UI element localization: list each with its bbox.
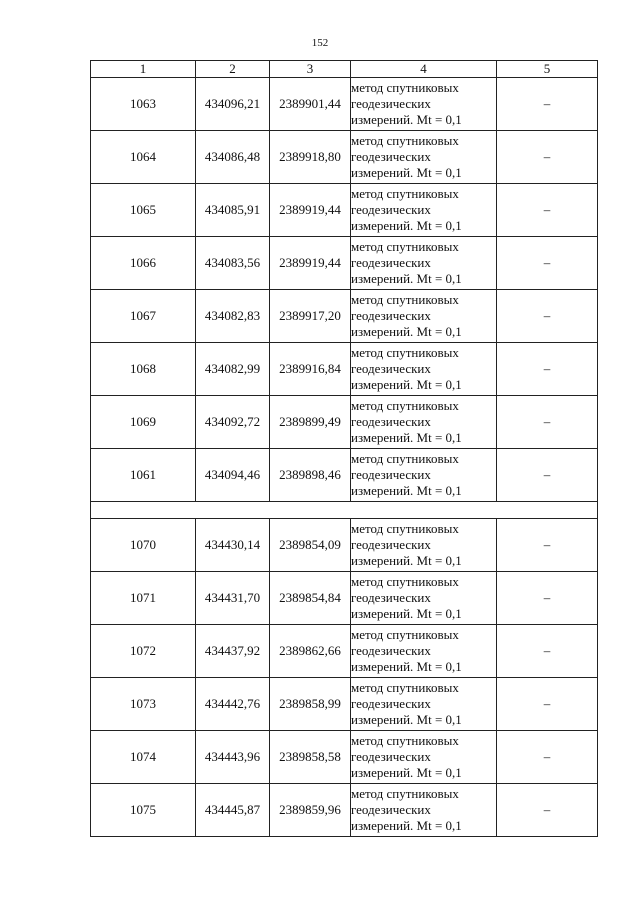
y-coordinate-cell: 2389858,58 — [270, 731, 351, 784]
method-text-line: измерений. Mt = 0,1 — [351, 483, 462, 498]
note-cell: – — [497, 237, 598, 290]
method-text-line: метод спутниковых — [351, 133, 459, 148]
method-text-line: метод спутниковых — [351, 345, 459, 360]
method-text-line: геодезических — [351, 643, 431, 658]
header-cell: 1 — [91, 61, 196, 78]
y-coordinate-cell: 2389919,44 — [270, 184, 351, 237]
point-number-cell: 1072 — [91, 625, 196, 678]
y-coordinate-cell: 2389901,44 — [270, 78, 351, 131]
table-row — [91, 237, 598, 290]
method-cell — [351, 731, 497, 784]
note-cell: – — [497, 449, 598, 502]
note-cell: – — [497, 678, 598, 731]
method-text-line: геодезических — [351, 149, 431, 164]
coordinates-table-body — [91, 61, 598, 837]
method-text-line: геодезических — [351, 537, 431, 552]
method-cell — [351, 237, 497, 290]
method-text-line: геодезических — [351, 467, 431, 482]
table-row — [91, 678, 598, 731]
table-row — [91, 343, 598, 396]
note-cell: – — [497, 519, 598, 572]
header-cell: 5 — [497, 61, 598, 78]
table-row — [91, 396, 598, 449]
point-number-cell: 1067 — [91, 290, 196, 343]
method-text-line: измерений. Mt = 0,1 — [351, 606, 462, 621]
method-text-line: метод спутниковых — [351, 786, 459, 801]
x-coordinate-cell: 434094,46 — [196, 449, 270, 502]
x-coordinate-cell: 434443,96 — [196, 731, 270, 784]
y-coordinate-cell: 2389859,96 — [270, 784, 351, 837]
note-cell: – — [497, 731, 598, 784]
method-text-line: измерений. Mt = 0,1 — [351, 377, 462, 392]
note-cell: – — [497, 396, 598, 449]
method-text-line: геодезических — [351, 802, 431, 817]
header-row — [91, 61, 598, 78]
table-row — [91, 78, 598, 131]
point-number-cell: 1075 — [91, 784, 196, 837]
method-text-line: измерений. Mt = 0,1 — [351, 818, 462, 833]
x-coordinate-cell: 434431,70 — [196, 572, 270, 625]
table-row — [91, 131, 598, 184]
note-cell: – — [497, 131, 598, 184]
method-text-line: метод спутниковых — [351, 627, 459, 642]
note-cell: – — [497, 784, 598, 837]
method-cell — [351, 290, 497, 343]
x-coordinate-cell: 434437,92 — [196, 625, 270, 678]
method-cell — [351, 184, 497, 237]
y-coordinate-cell: 2389854,84 — [270, 572, 351, 625]
method-text-line: метод спутниковых — [351, 292, 459, 307]
method-text-line: метод спутниковых — [351, 451, 459, 466]
header-cell: 4 — [351, 61, 497, 78]
method-text-line: геодезических — [351, 414, 431, 429]
method-cell — [351, 343, 497, 396]
method-cell — [351, 625, 497, 678]
y-coordinate-cell: 2389854,09 — [270, 519, 351, 572]
point-number-cell: 1068 — [91, 343, 196, 396]
point-number-cell: 1065 — [91, 184, 196, 237]
method-text-line: метод спутниковых — [351, 239, 459, 254]
note-cell: – — [497, 343, 598, 396]
method-cell — [351, 449, 497, 502]
point-number-cell: 1063 — [91, 78, 196, 131]
point-number-cell: 1061 — [91, 449, 196, 502]
method-text-line: метод спутниковых — [351, 680, 459, 695]
method-text-line: измерений. Mt = 0,1 — [351, 112, 462, 127]
table-row — [91, 519, 598, 572]
point-number-cell: 1073 — [91, 678, 196, 731]
y-coordinate-cell: 2389858,99 — [270, 678, 351, 731]
table-row — [91, 625, 598, 678]
method-text-line: метод спутниковых — [351, 80, 459, 95]
y-coordinate-cell: 2389862,66 — [270, 625, 351, 678]
x-coordinate-cell: 434082,83 — [196, 290, 270, 343]
x-coordinate-cell: 434086,48 — [196, 131, 270, 184]
y-coordinate-cell: 2389917,20 — [270, 290, 351, 343]
note-cell: – — [497, 572, 598, 625]
x-coordinate-cell: 434445,87 — [196, 784, 270, 837]
group-separator-cell — [91, 502, 598, 519]
point-number-cell: 1064 — [91, 131, 196, 184]
method-cell — [351, 396, 497, 449]
y-coordinate-cell: 2389916,84 — [270, 343, 351, 396]
method-text-line: геодезических — [351, 696, 431, 711]
method-cell — [351, 131, 497, 184]
header-cell: 3 — [270, 61, 351, 78]
y-coordinate-cell: 2389919,44 — [270, 237, 351, 290]
y-coordinate-cell: 2389899,49 — [270, 396, 351, 449]
table-row — [91, 784, 598, 837]
method-text-line: измерений. Mt = 0,1 — [351, 271, 462, 286]
point-number-cell: 1071 — [91, 572, 196, 625]
method-text-line: измерений. Mt = 0,1 — [351, 324, 462, 339]
group-separator-row — [91, 502, 598, 519]
x-coordinate-cell: 434430,14 — [196, 519, 270, 572]
x-coordinate-cell: 434096,21 — [196, 78, 270, 131]
x-coordinate-cell: 434092,72 — [196, 396, 270, 449]
table-row — [91, 449, 598, 502]
method-cell — [351, 519, 497, 572]
method-text-line: измерений. Mt = 0,1 — [351, 430, 462, 445]
method-text-line: метод спутниковых — [351, 398, 459, 413]
method-text-line: измерений. Mt = 0,1 — [351, 553, 462, 568]
method-cell — [351, 784, 497, 837]
y-coordinate-cell: 2389918,80 — [270, 131, 351, 184]
point-number-cell: 1066 — [91, 237, 196, 290]
method-text-line: измерений. Mt = 0,1 — [351, 218, 462, 233]
y-coordinate-cell: 2389898,46 — [270, 449, 351, 502]
method-cell — [351, 572, 497, 625]
method-text-line: геодезических — [351, 749, 431, 764]
method-text-line: измерений. Mt = 0,1 — [351, 712, 462, 727]
header-cell: 2 — [196, 61, 270, 78]
table-row — [91, 290, 598, 343]
method-text-line: измерений. Mt = 0,1 — [351, 165, 462, 180]
table-row — [91, 184, 598, 237]
method-text-line: измерений. Mt = 0,1 — [351, 765, 462, 780]
point-number-cell: 1070 — [91, 519, 196, 572]
method-text-line: геодезических — [351, 202, 431, 217]
page-number: 152 — [311, 37, 329, 49]
x-coordinate-cell: 434082,99 — [196, 343, 270, 396]
x-coordinate-cell: 434083,56 — [196, 237, 270, 290]
table-row — [91, 572, 598, 625]
method-text-line: геодезических — [351, 361, 431, 376]
method-text-line: геодезических — [351, 255, 431, 270]
note-cell: – — [497, 290, 598, 343]
point-number-cell: 1069 — [91, 396, 196, 449]
note-cell: – — [497, 184, 598, 237]
method-text-line: геодезических — [351, 308, 431, 323]
note-cell: – — [497, 78, 598, 131]
method-text-line: метод спутниковых — [351, 574, 459, 589]
method-text-line: метод спутниковых — [351, 186, 459, 201]
x-coordinate-cell: 434085,91 — [196, 184, 270, 237]
x-coordinate-cell: 434442,76 — [196, 678, 270, 731]
coordinates-table — [90, 60, 598, 837]
note-cell: – — [497, 625, 598, 678]
method-cell — [351, 78, 497, 131]
method-text-line: метод спутниковых — [351, 733, 459, 748]
table-row — [91, 731, 598, 784]
method-cell — [351, 678, 497, 731]
method-text-line: геодезических — [351, 590, 431, 605]
method-text-line: геодезических — [351, 96, 431, 111]
method-text-line: измерений. Mt = 0,1 — [351, 659, 462, 674]
method-text-line: метод спутниковых — [351, 521, 459, 536]
point-number-cell: 1074 — [91, 731, 196, 784]
